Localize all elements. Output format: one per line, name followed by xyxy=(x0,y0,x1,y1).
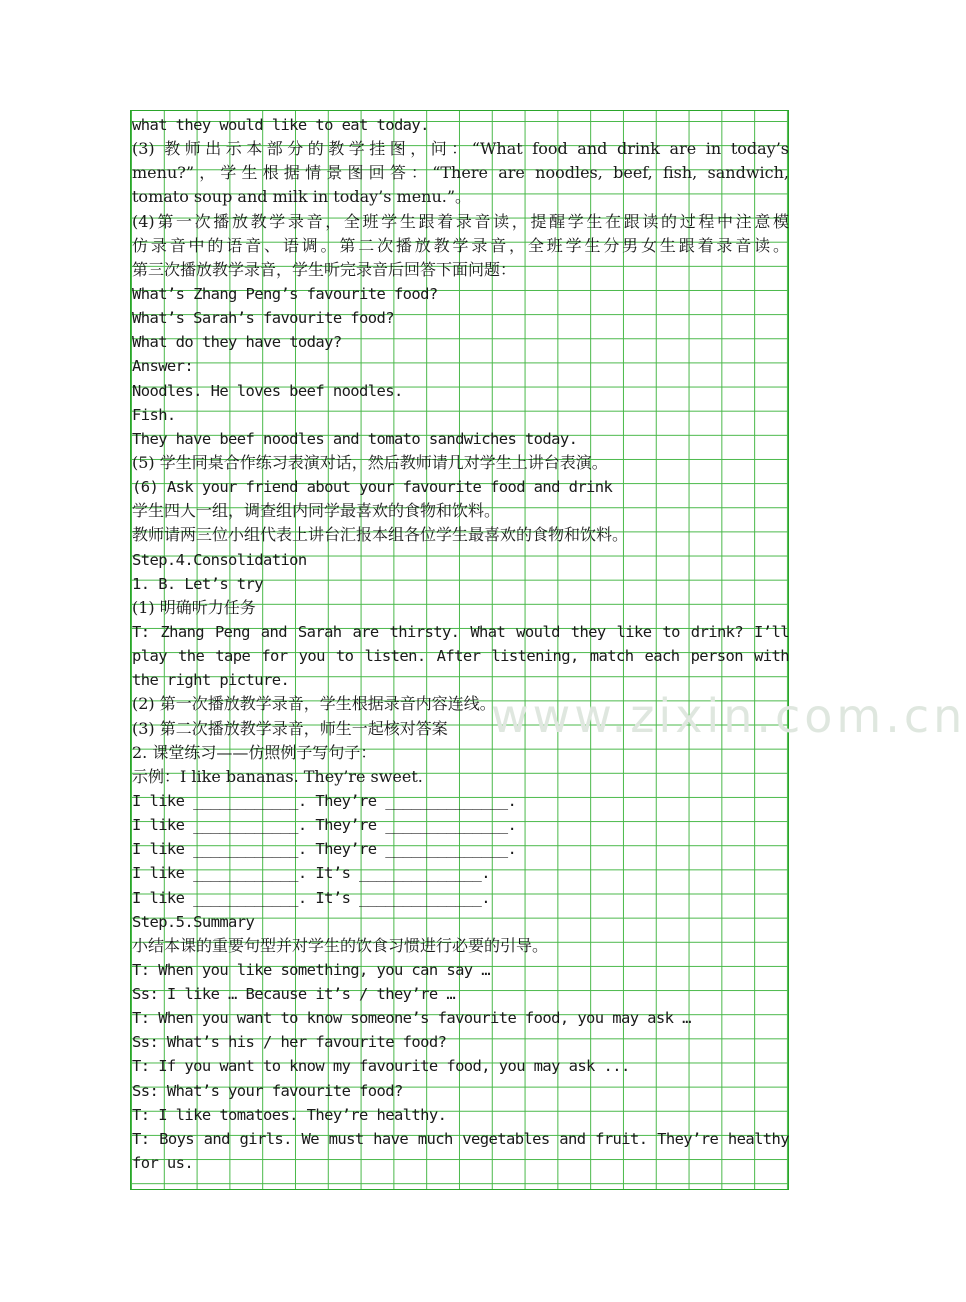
question-line: What’s Zhang Peng’s favourite food? xyxy=(132,284,438,303)
text-line: menu?”，学生根据情景图回答：“There are noodles, beef, fish, sandwich, xyxy=(132,163,789,183)
text-line: what they would like to eat today. xyxy=(132,116,429,134)
question-line: What’s Sarah’s favourite food? xyxy=(132,309,394,328)
text-line: 教师请两三位小组代表上讲台汇报本组各位学生最喜欢的食物和饮料。 xyxy=(132,525,629,545)
text-line: 仿录音中的语音、语调。第二次播放教学录音，全班学生分男女生跟着录音读。 xyxy=(132,235,789,255)
text-line: 学生四人一组，调查组内同学最喜欢的食物和饮料。 xyxy=(132,501,501,521)
text-line: (3) 第二次播放教学录音，师生一起核对答案 xyxy=(132,718,448,738)
dialogue-line: Ss: I like … Because it’s / they’re … xyxy=(132,985,456,1004)
step-heading: Step.5.Summary xyxy=(132,912,255,931)
exercise-line: I like ____________. They’re ______________. xyxy=(132,791,517,810)
section-heading: 1. B. Let’s try xyxy=(132,574,263,593)
exercise-line: I like ____________. They’re ______________. xyxy=(132,816,517,835)
example-line: 示例：I like bananas. They’re sweet. xyxy=(132,766,423,786)
text-line: T: Zhang Peng and Sarah are thirsty. What would they like to drink? I’ll xyxy=(132,622,789,641)
watermark: www.zixin.com.cn xyxy=(491,689,966,743)
answer-line: Fish. xyxy=(132,405,176,424)
exercise-line: I like ____________. It’s ______________. xyxy=(132,864,491,883)
dialogue-line: T: When you want to know someone’s favourite food, you may ask … xyxy=(132,1009,691,1028)
dialogue-line: T: I like tomatoes. They’re healthy. xyxy=(132,1105,447,1124)
answer-line: They have beef noodles and tomato sandwiches today. xyxy=(132,429,578,448)
document-body xyxy=(131,113,788,1175)
answer-heading: Answer: xyxy=(132,357,194,376)
exercise-line: I like ____________. They’re ______________. xyxy=(132,840,517,859)
text-line: (2) 第一次播放教学录音，学生根据录音内容连线。 xyxy=(132,694,496,714)
text-line: 第三次播放教学录音，学生听完录音后回答下面问题： xyxy=(132,259,517,279)
text-line: (1) 明确听力任务 xyxy=(132,597,256,617)
text-line: 小结本课的重要句型并对学生的饮食习惯进行必要的引导。 xyxy=(132,935,549,955)
dialogue-line: T: If you want to know my favourite food, you may ask ... xyxy=(132,1057,630,1076)
text-line: (5) 学生同桌合作练习表演对话，然后教师请几对学生上讲台表演。 xyxy=(132,452,608,472)
text-line: (6) Ask your friend about your favourite food and drink xyxy=(132,478,613,497)
question-line: What do they have today? xyxy=(132,333,342,352)
text-line: (3) 教师出示本部分的教学挂图，问：“What food and drink are in today’s xyxy=(132,139,789,159)
dialogue-line: T: When you like something, you can say … xyxy=(132,960,491,979)
text-line: 2. 课堂练习——仿照例子写句子： xyxy=(132,742,377,762)
exercise-line: I like ____________. It’s ______________. xyxy=(132,888,491,907)
grid-paper xyxy=(130,110,966,1190)
answer-line: Noodles. He loves beef noodles. xyxy=(132,381,403,400)
dialogue-line: Ss: What’s his / her favourite food? xyxy=(132,1033,447,1052)
dialogue-line: Ss: What’s your favourite food? xyxy=(132,1081,403,1100)
dialogue-line: T: Boys and girls. We must have much vegetables and fruit. They’re healthy xyxy=(132,1129,789,1148)
text-line: (4)第一次播放教学录音，全班学生跟着录音读，提醒学生在跟读的过程中注意模 xyxy=(132,211,789,231)
step-heading: Step.4.Consolidation xyxy=(132,550,307,569)
text-line: the right picture. xyxy=(132,671,290,690)
text-line: play the tape for you to listen. After listening, match each person with xyxy=(132,647,789,666)
dialogue-line: for us. xyxy=(132,1154,194,1173)
text-line: tomato soup and milk in today’s menu.”。 xyxy=(132,187,472,207)
